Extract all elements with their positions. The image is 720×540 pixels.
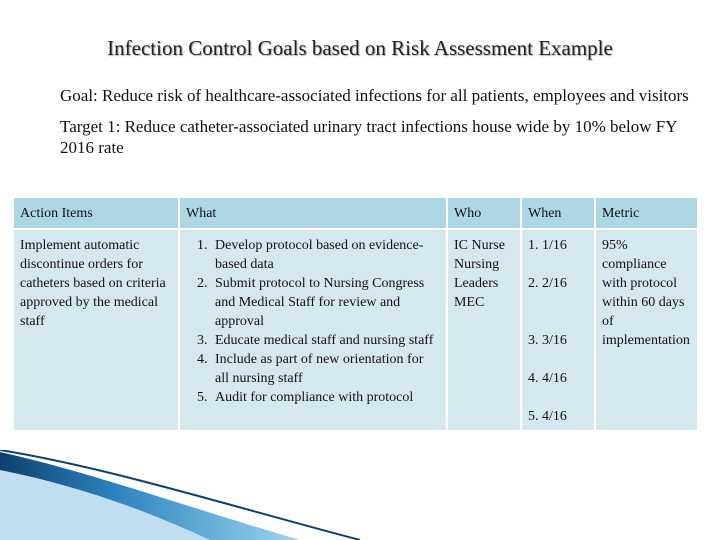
cell-what <box>180 230 446 430</box>
when-item: 5. 4/16 <box>528 409 567 424</box>
cell-when <box>522 230 594 430</box>
who-item: IC Nurse <box>454 238 505 253</box>
table-header-row <box>14 198 697 228</box>
goal-section <box>60 85 690 168</box>
what-item: 5. Audit for compliance with protocol <box>211 388 440 407</box>
what-item: 3. Educate medical staff and nursing staff <box>211 331 440 350</box>
goals-table <box>12 196 699 432</box>
cell-who <box>448 230 520 430</box>
table-row <box>14 230 697 430</box>
header-action-items: Action Items <box>14 198 178 228</box>
decorative-swoosh <box>0 450 720 540</box>
header-who: Who <box>448 198 520 228</box>
who-item: Nursing Leaders <box>454 257 500 291</box>
header-what: What <box>180 198 446 228</box>
target-text: Target 1: Reduce catheter-associated urinary tract infections house wide by 10% below FY 2016 rate <box>60 117 677 157</box>
page-title: Infection Control Goals based on Risk Assessment Example <box>107 36 613 60</box>
cell-metric: 95% compliance with protocol within 60 days of implementation <box>596 230 697 430</box>
who-item: MEC <box>454 295 485 310</box>
cell-action: Implement automatic discontinue orders for catheters based on criteria approved by the medical staff <box>14 230 178 430</box>
goal-text: Goal: Reduce risk of healthcare-associated infections for all patients, employees and visitors <box>60 86 689 105</box>
what-item: 1. Develop protocol based on evidence-based data <box>211 236 440 274</box>
header-metric: Metric <box>596 198 697 228</box>
when-item: 3. 3/16 <box>528 333 567 348</box>
when-item: 2. 2/16 <box>528 276 567 291</box>
header-when: When <box>522 198 594 228</box>
when-item: 1. 1/16 <box>528 238 567 253</box>
what-item: 4. Include as part of new orientation for all nursing staff <box>211 350 440 388</box>
when-item: 4. 4/16 <box>528 371 567 386</box>
what-list <box>186 236 440 407</box>
what-item: 2. Submit protocol to Nursing Congress and Medical Staff for review and approval <box>211 274 440 331</box>
